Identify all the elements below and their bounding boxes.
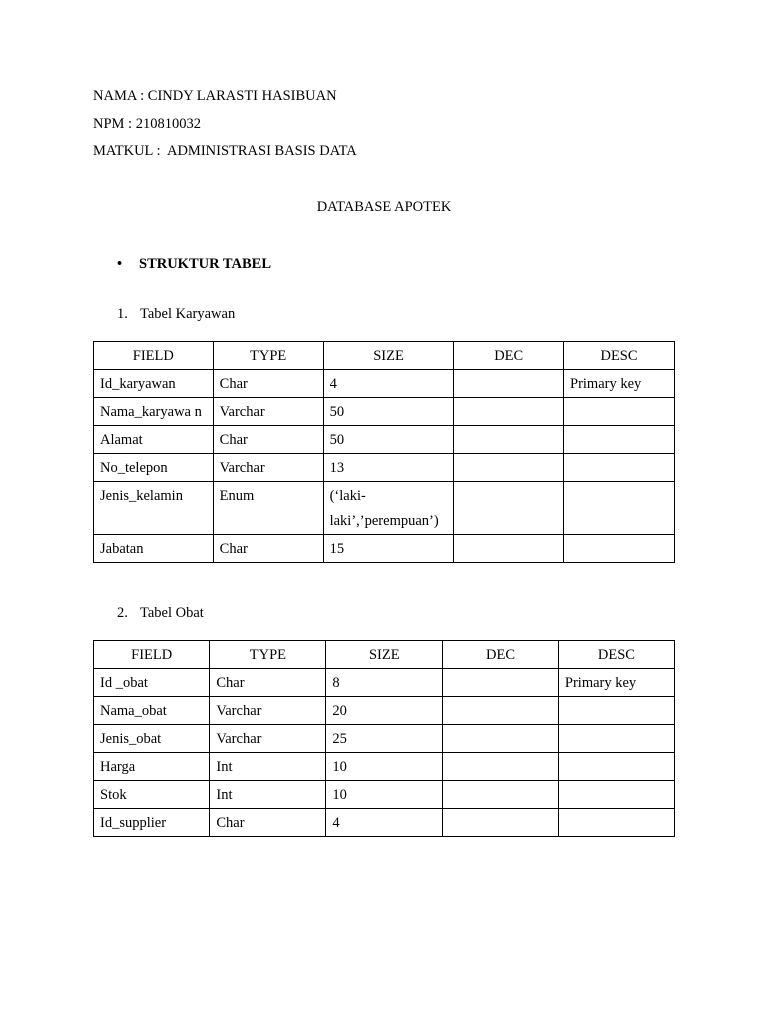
table-cell: 13: [323, 454, 454, 482]
table-cell: Primary key: [558, 669, 674, 697]
table-cell: [454, 370, 564, 398]
table-cell: Char: [210, 809, 326, 837]
column-header: DESC: [558, 641, 674, 669]
section-label: STRUKTUR TABEL: [139, 256, 272, 272]
column-header: FIELD: [94, 641, 210, 669]
table-cell: [443, 669, 559, 697]
course-name: MATKUL : ADMINISTRASI BASIS DATA: [93, 143, 357, 159]
table-row: [94, 426, 675, 454]
table-cell: [558, 781, 674, 809]
table-row: [94, 753, 675, 781]
column-header: FIELD: [94, 342, 214, 370]
student-npm: NPM : 210810032: [93, 116, 201, 132]
table-row: [94, 725, 675, 753]
column-header: SIZE: [323, 342, 454, 370]
table-cell: Int: [210, 781, 326, 809]
table-row: [94, 454, 675, 482]
table-cell: 10: [326, 781, 443, 809]
bullet-icon: •: [117, 256, 123, 272]
table-cell: [564, 426, 675, 454]
table-cell: 25: [326, 725, 443, 753]
table-cell: [443, 781, 559, 809]
column-header: TYPE: [210, 641, 326, 669]
table-cell: 8: [326, 669, 443, 697]
column-header: DEC: [443, 641, 559, 669]
table-cell: [558, 753, 674, 781]
table-cell: 20: [326, 697, 443, 725]
table-cell: Jabatan: [94, 535, 214, 563]
table-cell: Harga: [94, 753, 210, 781]
table-cell: Jenis_obat: [94, 725, 210, 753]
table-cell: [558, 809, 674, 837]
column-header: TYPE: [213, 342, 323, 370]
table-row: [94, 535, 675, 563]
caption-label: Tabel Obat: [140, 605, 204, 621]
table-cell: Alamat: [94, 426, 214, 454]
table-cell: Varchar: [213, 398, 323, 426]
student-name: NAMA : CINDY LARASTI HASIBUAN: [93, 88, 337, 104]
table-cell: 4: [326, 809, 443, 837]
table-cell: Nama_karyawa n: [94, 398, 214, 426]
table-cell: Primary key: [564, 370, 675, 398]
table-cell: [443, 753, 559, 781]
table-cell: [454, 482, 564, 535]
table-cell: 10: [326, 753, 443, 781]
table-cell: 50: [323, 398, 454, 426]
table-row: [94, 697, 675, 725]
table-cell: 4: [323, 370, 454, 398]
table-cell: 50: [323, 426, 454, 454]
table-cell: Nama_obat: [94, 697, 210, 725]
table-cell: Id_karyawan: [94, 370, 214, 398]
table-cell: [443, 809, 559, 837]
table-header-row: [94, 641, 675, 669]
table-cell: Varchar: [213, 454, 323, 482]
table-cell: [454, 398, 564, 426]
table-row: [94, 781, 675, 809]
table-caption-obat: [117, 605, 204, 622]
table-cell: 15: [323, 535, 454, 563]
table-cell: Char: [213, 370, 323, 398]
caption-number: 1.: [117, 306, 128, 322]
table-cell: Enum: [213, 482, 323, 535]
table-cell: [454, 454, 564, 482]
table-cell: [564, 482, 675, 535]
table-cell: Int: [210, 753, 326, 781]
table-row: [94, 809, 675, 837]
column-header: DESC: [564, 342, 675, 370]
table-cell: Varchar: [210, 725, 326, 753]
table-cell: [443, 725, 559, 753]
table-cell: [558, 725, 674, 753]
table-row: [94, 370, 675, 398]
column-header: SIZE: [326, 641, 443, 669]
caption-label: Tabel Karyawan: [140, 306, 236, 322]
table-cell: Stok: [94, 781, 210, 809]
table-cell: [454, 426, 564, 454]
table-cell: [564, 535, 675, 563]
table-cell: [454, 535, 564, 563]
table-karyawan: [93, 341, 675, 563]
table-row: [94, 398, 675, 426]
table-row: [94, 669, 675, 697]
table-cell: [558, 697, 674, 725]
section-heading: [117, 256, 271, 273]
table-cell: (‘laki-laki’,’perempuan’): [323, 482, 454, 535]
table-cell: Id_supplier: [94, 809, 210, 837]
table-cell: Jenis_kelamin: [94, 482, 214, 535]
column-header: DEC: [454, 342, 564, 370]
table-cell: Varchar: [210, 697, 326, 725]
table-cell: No_telepon: [94, 454, 214, 482]
caption-number: 2.: [117, 605, 128, 621]
document-title: DATABASE APOTEK: [316, 199, 452, 215]
table-row: [94, 482, 675, 535]
table-cell: Id _obat: [94, 669, 210, 697]
table-cell: Char: [213, 535, 323, 563]
table-cell: [443, 697, 559, 725]
table-cell: Char: [210, 669, 326, 697]
table-cell: Char: [213, 426, 323, 454]
table-cell: [564, 454, 675, 482]
table-obat: [93, 640, 675, 837]
table-header-row: [94, 342, 675, 370]
table-cell: [564, 398, 675, 426]
table-caption-karyawan: [117, 306, 235, 323]
